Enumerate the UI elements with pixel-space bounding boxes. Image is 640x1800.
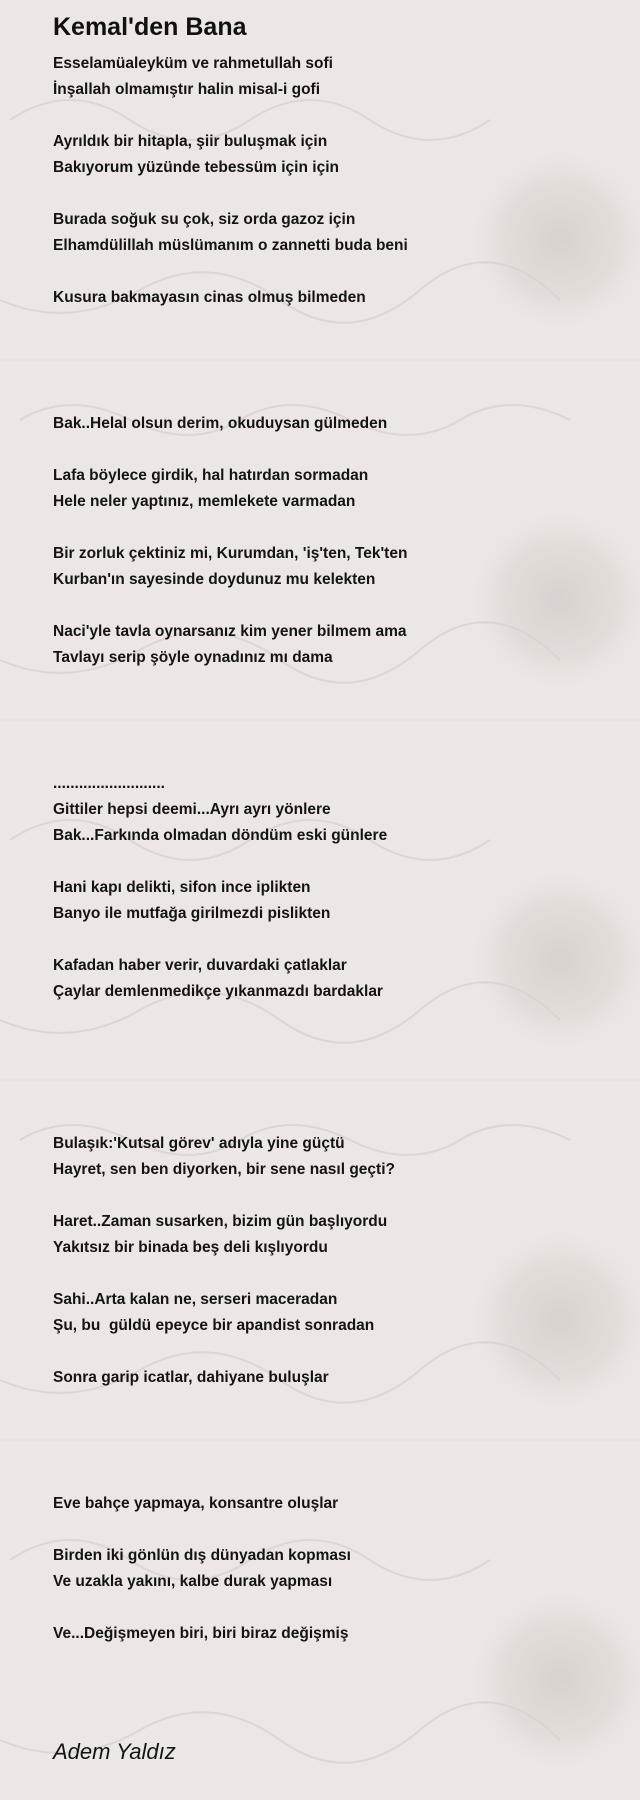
poem-line: Kafadan haber verir, duvardaki çatlaklar [53, 957, 347, 974]
poem-line: Bakıyorum yüzünde tebessüm için için [53, 159, 339, 176]
poem-line: Elhamdülillah müslümanım o zannetti buda beni [53, 237, 408, 254]
poem-line: Gittiler hepsi deemi...Ayrı ayrı yönlere [53, 801, 331, 818]
poem-line: Şu, bu güldü epeyce bir apandist sonradan [53, 1317, 375, 1334]
poem-line: Bak..Helal olsun derim, okuduysan gülmeden [53, 415, 388, 432]
poem-line: Esselamüaleyküm ve rahmetullah sofi [53, 55, 333, 72]
poem-line: Kurban'ın sayesinde doydunuz mu kelekten [53, 571, 376, 588]
poem-line: Eve bahçe yapmaya, konsantre oluşlar [53, 1495, 339, 1512]
poem-line: Çaylar demlenmedikçe yıkanmazdı bardaklar [53, 983, 383, 1000]
poem-line: Ve...Değişmeyen biri, biri biraz değişmiş [53, 1625, 349, 1642]
poem-line: Birden iki gönlün dış dünyadan kopması [53, 1547, 351, 1564]
poem-line: .......................... [53, 775, 165, 792]
poem-line: Tavlayı serip şöyle oynadınız mı dama [53, 649, 333, 666]
poem-author: Adem Yaldız [53, 1739, 176, 1764]
poem-line: İnşallah olmamıştır halin misal-i gofi [53, 81, 321, 98]
poem-line: Haret..Zaman susarken, bizim gün başlıyordu [53, 1213, 388, 1230]
poem-line: Bulaşık:'Kutsal görev' adıyla yine güçtü [53, 1135, 345, 1152]
poem-line: Hele neler yaptınız, memlekete varmadan [53, 493, 356, 510]
poem-line: Hani kapı delikti, sifon ince iplikten [53, 879, 311, 896]
poem-line: Ve uzakla yakını, kalbe durak yapması [53, 1573, 333, 1590]
poem-line: Yakıtsız bir binada beş deli kışlıyordu [53, 1239, 328, 1256]
poem-line: Naci'yle tavla oynarsanız kim yener bilmem ama [53, 623, 407, 640]
poem-line: Sahi..Arta kalan ne, serseri maceradan [53, 1291, 338, 1308]
poem-title: Kemal'den Bana [53, 13, 247, 41]
poem-line: Lafa böylece girdik, hal hatırdan sormadan [53, 467, 369, 484]
poem-line: Banyo ile mutfağa girilmezdi pislikten [53, 905, 331, 922]
poem-line: Ayrıldık bir hitapla, şiir buluşmak için [53, 133, 328, 150]
poem-line: Sonra garip icatlar, dahiyane buluşlar [53, 1369, 329, 1386]
poem-line: Bir zorluk çektiniz mi, Kurumdan, 'iş'ten, Tek'ten [53, 545, 408, 562]
poem-line: Hayret, sen ben diyorken, bir sene nasıl geçti? [53, 1161, 395, 1178]
poem-line: Kusura bakmayasın cinas olmuş bilmeden [53, 289, 366, 306]
poem-line: Bak...Farkında olmadan döndüm eski günlere [53, 827, 388, 844]
poem-line: Burada soğuk su çok, siz orda gazoz için [53, 211, 356, 228]
